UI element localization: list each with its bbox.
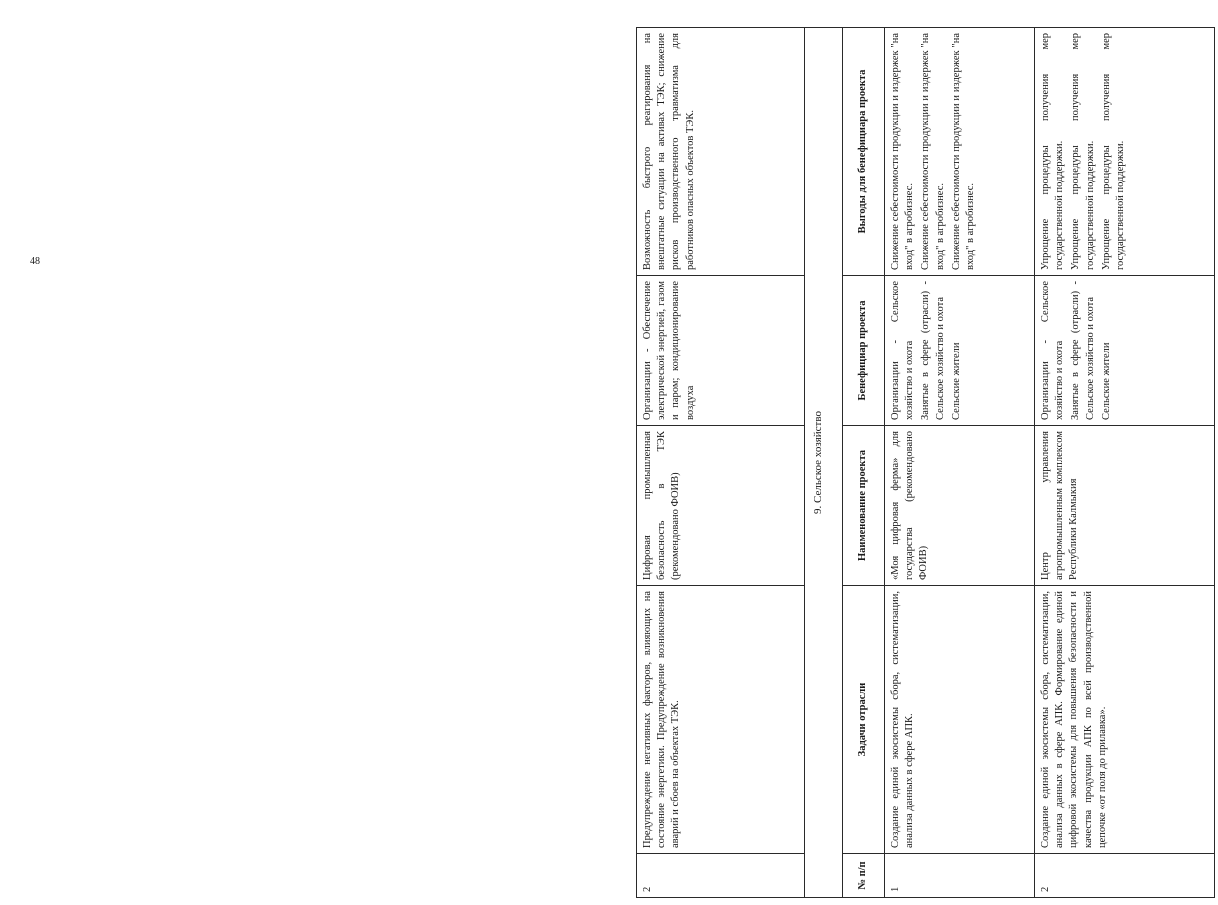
row-2-benefits: [1035, 28, 1215, 276]
rotated-table-sheet: [636, 28, 1218, 898]
row-2-benefit-1: Упрощение процедуры получения мер государственной поддержки.: [1040, 33, 1066, 270]
row-1-project: «Моя цифровая ферма» для государства (рекомендовано ФОИВ): [885, 426, 1035, 586]
row-1-beneficiary-2: Занятые в сфере (отрасли) - Сельское хозяйство и охота: [920, 281, 946, 420]
row-2-benefit-2: Упрощение процедуры получения мер государственной поддержки.: [1070, 33, 1096, 270]
header-project: Наименование проекта: [843, 426, 885, 586]
energy-row-beneficiary: Организации - Обеспечение электрической энергией, газом и паром; кондиционирование воздуха: [637, 276, 805, 426]
row-2-beneficiary-2: Занятые в сфере (отрасли) - Сельское хозяйство и охота: [1070, 281, 1096, 420]
header-num: № п/п: [843, 854, 885, 898]
row-2-beneficiary-3: Сельские жители: [1100, 342, 1112, 420]
table-row: [1035, 28, 1215, 898]
section-row: [805, 28, 843, 898]
row-1-benefit-2: Снижение себестоимости продукции и издержек "на вход" в агробизнес.: [920, 33, 946, 270]
energy-row-task: Предупреждение негативных факторов, влияющих на состояние энергетики. Предупреждение возникновения аварий и сбоев на объектах ТЭК.: [637, 586, 805, 854]
header-task: Задачи отрасли: [843, 586, 885, 854]
row-2-benefit-3: Упрощение процедуры получения мер государственной поддержки.: [1100, 33, 1126, 270]
row-2-beneficiary-1: Организации - Сельское хозяйство и охота: [1040, 281, 1066, 420]
row-2-project: Центр управления агропромышленным комплексом Республики Калмыкия: [1035, 426, 1215, 586]
row-1-beneficiary-1: Организации - Сельское хозяйство и охота: [890, 281, 916, 420]
row-1-benefit-1: Снижение себестоимости продукции и издержек "на вход" в агробизнес.: [890, 33, 916, 270]
energy-row-benefits: Возможность быстрого реагирования на внештатные ситуации на активах ТЭК; снижение рисков производственного травматизма для работников опасных объектов ТЭК.: [637, 28, 805, 276]
row-2-num: 2: [1035, 854, 1215, 898]
section-title: 9. Сельское хозяйство: [805, 28, 843, 898]
table-row: [885, 28, 1035, 898]
header-benefits: Выгоды для бенефициара проекта: [843, 28, 885, 276]
row-1-benefits: [885, 28, 1035, 276]
energy-row-num: 2: [637, 854, 805, 898]
row-1-beneficiary-3: Сельские жители: [950, 342, 962, 420]
row-1-beneficiaries: [885, 276, 1035, 426]
row-1-benefit-3: Снижение себестоимости продукции и издержек "на вход" в агробизнес.: [950, 33, 976, 270]
row-1-num: 1: [885, 854, 1035, 898]
row-2-beneficiaries: [1035, 276, 1215, 426]
row-1-task: Создание единой экосистемы сбора, систематизации, анализа данных в сфере АПК.: [885, 586, 1035, 854]
energy-row: [637, 28, 805, 898]
energy-row-project: Цифровая промышленная безопасность в ТЭК (рекомендовано ФОИВ): [637, 426, 805, 586]
page-number: 48: [30, 256, 40, 267]
row-2-task: Создание единой экосистемы сбора, систематизации, анализа данных в сфере АПК. Формирование единой цифровой экосистемы для повышения безопасности и качества продукции АПК по всей производственной цепочке «от поля до прилавка».: [1035, 586, 1215, 854]
projects-table: [636, 27, 1215, 898]
header-row: [843, 28, 885, 898]
header-beneficiary: Бенефициар проекта: [843, 276, 885, 426]
